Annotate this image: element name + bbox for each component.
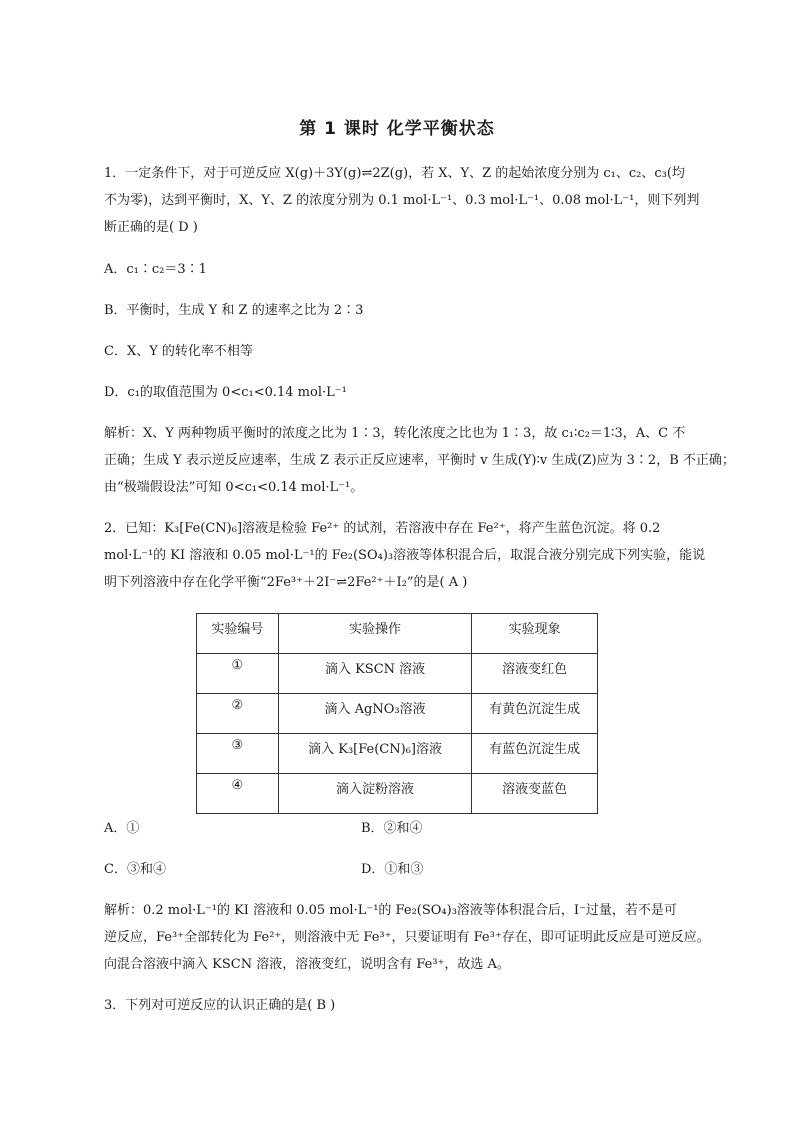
q2-option-b: B．②和④: [361, 821, 423, 836]
table-row: [197, 694, 598, 734]
q1-stem-line2: 不为零)，达到平衡时，X、Y、Z 的浓度分别为 0.1 mol·L⁻¹、0.3 mol·L⁻¹、0.08 mol·L⁻¹，则下列判: [104, 193, 700, 208]
q1-option-a: A．c₁∶c₂＝3∶1: [104, 262, 207, 277]
table-cell: ②: [197, 694, 279, 734]
table-cell: ④: [197, 774, 279, 814]
q1-option-b: B．平衡时，生成 Y 和 Z 的速率之比为 2∶3: [104, 303, 364, 318]
table-cell: ①: [197, 654, 279, 694]
q1-option-c: C．X、Y 的转化率不相等: [104, 344, 253, 359]
table-cell: 有黄色沉淀生成: [472, 694, 598, 734]
q2-analysis-line2: 逆反应，Fe³⁺全部转化为 Fe²⁺，则溶液中无 Fe³⁺，只要证明有 Fe³⁺存在，即可证明此反应是可逆反应。: [104, 930, 710, 945]
q1-analysis-line2: 正确；生成 Y 表示逆反应速率，生成 Z 表示正反应速率，平衡时 v 生成(Y)∶v 生成(Z)应为 3∶2，B 不正确；: [104, 453, 735, 468]
q2-analysis-line1: 解析：0.2 mol·L⁻¹的 KI 溶液和 0.05 mol·L⁻¹的 Fe₂(SO₄)₃溶液等体积混合后，I⁻过量，若不是可: [104, 903, 677, 918]
q1-stem-line3: 断正确的是( D ): [104, 220, 198, 235]
q2-stem-line1: 2．已知：K₃[Fe(CN)₆]溶液是检验 Fe²⁺ 的试剂，若溶液中存在 Fe²⁺，将产生蓝色沉淀。将 0.2: [104, 521, 661, 536]
q2-stem-line2: mol·L⁻¹的 KI 溶液和 0.05 mol·L⁻¹的 Fe₂(SO₄)₃溶液等体积混合后，取混合液分别完成下列实验，能说: [104, 548, 706, 563]
table-header-row: [197, 614, 598, 654]
table-cell: 溶液变蓝色: [472, 774, 598, 814]
table-row: [197, 654, 598, 694]
q2-option-d: D．①和③: [361, 862, 424, 877]
q1-stem-line1: 1．一定条件下，对于可逆反应 X(g)＋3Y(g)⇌2Z(g)，若 X、Y、Z 的起始浓度分别为 c₁、c₂、c₃(均: [104, 166, 685, 181]
table-cell: 滴入 AgNO₃溶液: [278, 694, 472, 734]
q2-analysis-line3: 向混合溶液中滴入 KSCN 溶液，溶液变红，说明含有 Fe³⁺，故选 A。: [104, 957, 510, 972]
page-title: 第 1 课时 化学平衡状态: [299, 119, 495, 139]
q2-option-a: A．①: [104, 821, 140, 836]
q1-option-d: D．c₁的取值范围为 0<c₁<0.14 mol·L⁻¹: [104, 385, 347, 400]
q3-stem-line1: 3．下列对可逆反应的认识正确的是( B ): [104, 998, 336, 1013]
table-cell: ③: [197, 734, 279, 774]
table-row: [197, 774, 598, 814]
table-header-cell: 实验现象: [472, 614, 598, 654]
table-header-cell: 实验操作: [278, 614, 472, 654]
table-cell: 溶液变红色: [472, 654, 598, 694]
q1-analysis-line3: 由“极端假设法”可知 0<c₁<0.14 mol·L⁻¹。: [104, 480, 364, 495]
table-cell: 滴入 KSCN 溶液: [278, 654, 472, 694]
table-cell: 滴入淀粉溶液: [278, 774, 472, 814]
q1-analysis-line1: 解析：X、Y 两种物质平衡时的浓度之比为 1∶3，转化浓度之比也为 1∶3，故 c₁∶c₂＝1∶3，A、C 不: [104, 426, 686, 441]
table-row: [197, 734, 598, 774]
table-cell: 有蓝色沉淀生成: [472, 734, 598, 774]
q2-stem-line3: 明下列溶液中存在化学平衡“2Fe³⁺＋2I⁻⇌2Fe²⁺＋I₂”的是( A ): [104, 575, 468, 590]
table-header-cell: 实验编号: [197, 614, 279, 654]
table-cell: 滴入 K₃[Fe(CN)₆]溶液: [278, 734, 472, 774]
q2-option-c: C．③和④: [104, 862, 166, 877]
experiment-table: [196, 613, 598, 814]
